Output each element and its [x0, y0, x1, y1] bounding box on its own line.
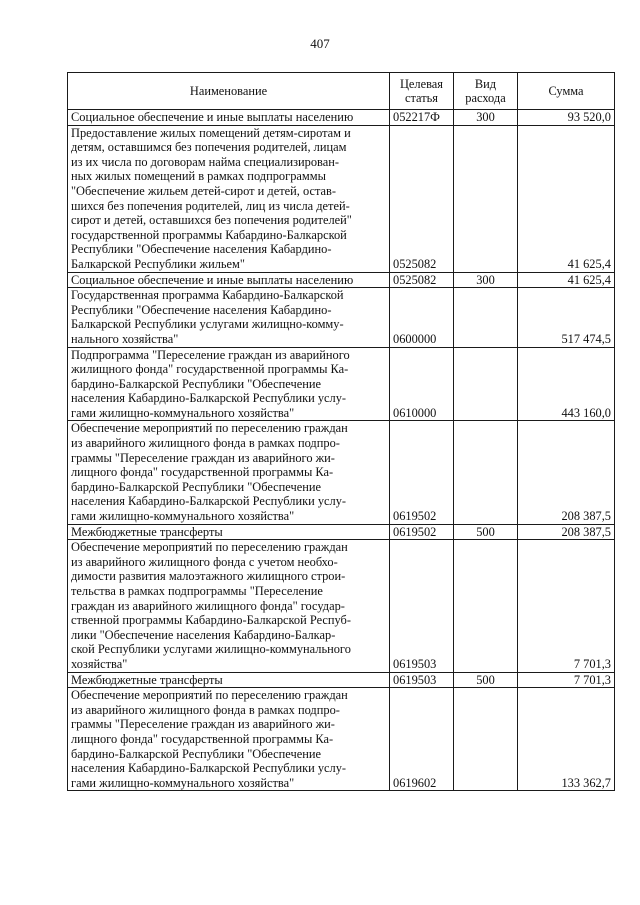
cell-sum: 41 625,4: [518, 272, 615, 288]
cell-sum: 133 362,7: [518, 688, 615, 791]
cell-name: Обеспечение мероприятий по переселению граждан из аварийного жилищного фонда в рамках подпро- граммы "Переселение граждан из аварийного жи- лищного фонда" государственной программы Ка- бардино-Балкарской Республики "Обеспечение населения Кабардино-Балкарской Республики услу- гами жилищно-коммунального хозяйства": [68, 688, 390, 791]
table-row: [68, 125, 615, 272]
cell-kind: [454, 688, 518, 791]
cell-sum: 7 701,3: [518, 540, 615, 672]
cell-code: 0525082: [390, 272, 454, 288]
table-body: [68, 110, 615, 791]
cell-name: Государственная программа Кабардино-Балкарской Республики "Обеспечение населения Кабардино- Балкарской Республики услугами жилищно-комму- нального хозяйства": [68, 288, 390, 347]
cell-code: 0619503: [390, 672, 454, 688]
table-row: [68, 347, 615, 421]
cell-code: 0619602: [390, 688, 454, 791]
cell-name: Межбюджетные трансферты: [68, 524, 390, 540]
cell-name: Межбюджетные трансферты: [68, 672, 390, 688]
page-number: 407: [310, 36, 330, 51]
cell-name: Социальное обеспечение и иные выплаты населению: [68, 110, 390, 126]
header-sum: Сумма: [518, 73, 615, 110]
cell-kind: 300: [454, 110, 518, 126]
cell-sum: 208 387,5: [518, 524, 615, 540]
table-row: [68, 524, 615, 540]
cell-kind: [454, 125, 518, 272]
cell-sum: 7 701,3: [518, 672, 615, 688]
cell-kind: [454, 347, 518, 421]
table-header-row: [68, 73, 615, 110]
cell-code: 0619502: [390, 421, 454, 524]
cell-kind: [454, 421, 518, 524]
cell-name: Обеспечение мероприятий по переселению граждан из аварийного жилищного фонда с учетом необхо- димости развития малоэтажного жилищного строи- тельства в рамках подпрограммы "Переселение граждан из аварийного жилищного фонда" государ- ственной программы Кабардино-Балкарской Респуб- лики "Обеспечение населения Кабардино-Балкар- ской Республики услугами жилищно-коммунального хозяйства": [68, 540, 390, 672]
cell-code: 0619503: [390, 540, 454, 672]
table-row: [68, 688, 615, 791]
table-row: [68, 272, 615, 288]
cell-code: 052217Ф: [390, 110, 454, 126]
cell-sum: 443 160,0: [518, 347, 615, 421]
cell-name: Социальное обеспечение и иные выплаты населению: [68, 272, 390, 288]
cell-code: 0600000: [390, 288, 454, 347]
header-code: Целевая статья: [390, 73, 454, 110]
cell-name: Предоставление жилых помещений детям-сиротам и детям, оставшимся без попечения родителей, лицам из их числа по договорам найма специализирован- ных жилых помещений в рамках подпрограммы "Обеспечение жильем детей-сирот и детей, остав- шихся без попечения родителей, лиц из числа детей- сирот и детей, оставшихся без попечения родителей" государственной программы Кабардино-Балкарской Республики "Обеспечение населения Кабардино- Балкарской Республики жильем": [68, 125, 390, 272]
cell-code: 0619502: [390, 524, 454, 540]
cell-name: Подпрограмма "Переселение граждан из аварийного жилищного фонда" государственной программы Ка- бардино-Балкарской Республики "Обеспечение населения Кабардино-Балкарской Республики услу- гами жилищно-коммунального хозяйства": [68, 347, 390, 421]
cell-sum: 208 387,5: [518, 421, 615, 524]
header-name: Наименование: [68, 73, 390, 110]
cell-kind: 500: [454, 672, 518, 688]
table-row: [68, 421, 615, 524]
cell-sum: 93 520,0: [518, 110, 615, 126]
cell-code: 0525082: [390, 125, 454, 272]
cell-sum: 41 625,4: [518, 125, 615, 272]
table-row: [68, 540, 615, 672]
cell-name: Обеспечение мероприятий по переселению граждан из аварийного жилищного фонда в рамках подпро- граммы "Переселение граждан из аварийного жи- лищного фонда" государственной программы Ка- бардино-Балкарской Республики "Обеспечение населения Кабардино-Балкарской Республики услу- гами жилищно-коммунального хозяйства": [68, 421, 390, 524]
cell-code: 0610000: [390, 347, 454, 421]
table-row: [68, 672, 615, 688]
cell-sum: 517 474,5: [518, 288, 615, 347]
budget-table: [67, 72, 615, 791]
cell-kind: 300: [454, 272, 518, 288]
cell-kind: [454, 540, 518, 672]
table-row: [68, 288, 615, 347]
table-row: [68, 110, 615, 126]
cell-kind: [454, 288, 518, 347]
cell-kind: 500: [454, 524, 518, 540]
header-kind: Вид расхода: [454, 73, 518, 110]
